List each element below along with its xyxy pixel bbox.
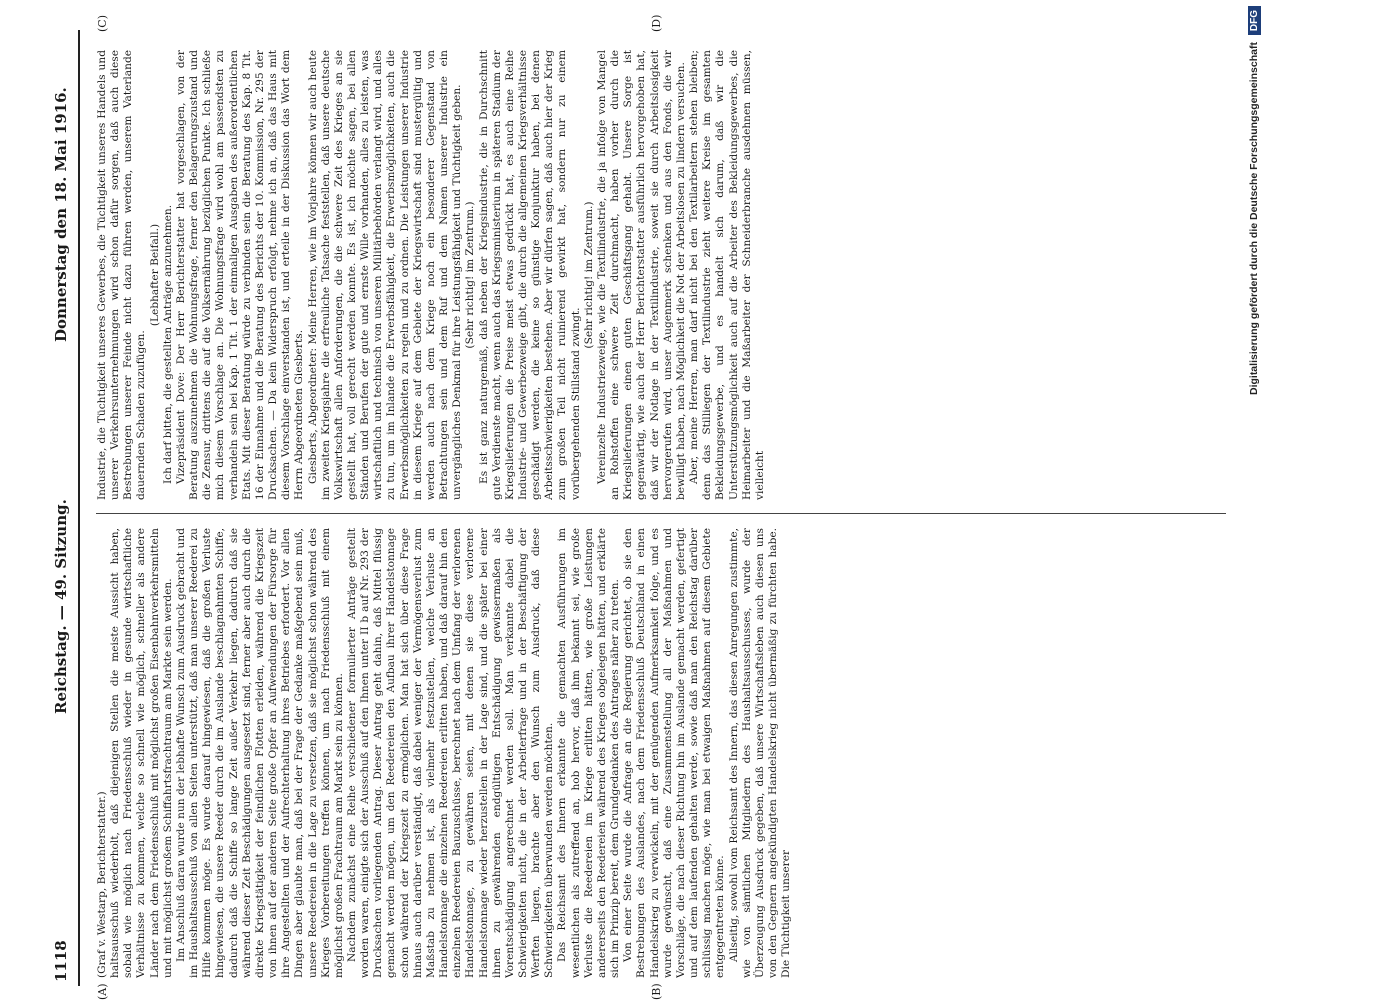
margin-mark-d: (D) [650,14,663,32]
page-number: 1118 [52,940,70,982]
paragraph: haltsausschuß wiederholt, daß diejenigen Stellen die meiste Aussicht haben, sobald wie möglich nach Friedensschluß wieder in gesunde wirtschaftliche Verhältnisse zu kommen, welche so schnell wie möglich, schneller als andere Länder nach dem Friedensschluß mit möglichst großen Eisenbahnverkehrsmitteln und mit möglichst großem Schiffahrtsfrachtraum am Markte sein werden. [109,528,174,978]
paragraph: Es ist ganz naturgemäß, daß neben der Kriegsindustrie, die in Durchschnitt gute Verdienste macht, wenn auch das Kriegsministerium in späteren Stadium der Kriegslieferungen die Preise meist etwas gedrückt hat, es auch eine Reihe Industrie- und Gewerbezweige gibt, die durch die allgemeinen Kriegsverhältnisse geschädigt werden, die keine so günstige Konjunktur haben, bei denen Arbeitsschwierigkeiten bestehen. Aber wir dürfen sagen, daß auch hier der Krieg zum großen Teil nicht ruinierend gewirkt hat, sondern nur zu einem vorübergehenden Stillstand zwingt. [477,50,582,500]
paragraph: Aber, meine Herren, man darf nicht bei den Textilarbeitern stehen bleiben; denn das Stilliegen der Textilindustrie zieht weitere Kreise im gesamten Bekleidungsgewerbe, und es handelt sich darum, daß wir die Unterstützungsmöglichkeit auch auf die Arbeiter des Bekleidungsgewerbes, die Heimarbeiter und die Maßarbeiter der Schneiderbranche ausdehnen müssen, vielleicht [688,50,766,500]
paragraph: (Sehr richtig! im Zentrum.) [582,201,595,349]
paragraph: Vizepräsident Dove: Der Herr Berichterstatter hat vorgeschlagen, von der Beratung auszunehmen die Wohnungsfrage, ferner den Belagerungszustand und die Zensur, drittens die auf die Volksernährung bezüglichen Punkte. Ich schließe mich diesem Vorschlage an. Die Wohnungsfrage wird wohl am passendsten zu verhandeln sein bei Kap. 1 Tit. 1 der einmaligen Ausgaben des außerordentlichen Etats. Mit dieser Beratung würde zu verbinden sein die Beratung des Kap. 8 Tit. 16 der Einnahme und die Beratung des Berichts der 10. Kommission, Nr. 295 der Drucksachen. — Da kein Widerspruch erfolgt, nehme ich an, daß das Haus mit diesem Vorschlage einverstanden ist, und erteile in der Diskussion das Wort dem Herrn Abgeordneten Giesberts. [174,50,306,500]
paragraph: Von einer Seite wurde die Anfrage an die Regierung gerichtet, ob sie den Bestrebungen des Auslandes, nach dem Friedensschluß Deutschland in einen Handelskrieg zu verwickeln, mit der genügenden Aufmerksamkeit folge, und es wurde gewünscht, daß eine Zusammenstellung all der Maßnahmen und Vorschläge, die nach dieser Richtung hin im Auslande gemacht werden, gefertigt und auf dem laufenden gehalten werde, sowie daß man den Reichstag darüber schlüssig machen möge, wie man bei etwaigen Maßnahmen auf diesem Gebiete entgegentreten könne. [622,528,727,978]
margin-mark-b: (B) [650,983,663,1000]
margin-mark-a: (A) [96,983,109,1000]
paragraph: Vereinzelte Industriezweige, wie die Textilindustrie, die ja infolge von Mangel an Rohstoffen eine schwere Zeit durchmacht, haben vorher durch die Kriegslieferungen einen guten Geschäftsgang gehabt. Unsere Sorge ist gegenwärtig, wie auch der Herr Berichterstatter ausführlich hervorgehoben hat, daß wir der Notlage in der Textilindustrie, soweit sie durch Arbeitslosigkeit hervorgerufen wird, unser Augenmerk schenken und aus den Fonds, die wir bewilligt haben, nach Möglichkeit die Not der Arbeitslosen zu lindern versuchen. [595,50,687,500]
page-header [52,22,78,982]
paragraph: Das Reichsamt des Innern erkannte die gemachten Ausführungen im wesentlichen als zutreffend an, hob hervor, daß ihm bekannt sei, wie große Verluste die Reedereien im Kriege erlitten hätten, wie große Leistungen andererseits den Reedereien während des Krieges obgelegen hätten, und erklärte sich im Prinzip bereit, dem Grundgedanken des Antrages näher zu treten. [556,528,622,978]
paragraph: Nachdem zunächst eine Reihe verschiedener formulierter Anträge gestellt worden waren, einigte sich der Ausschuß auf den Ihnen unter II b auf Nr. 293 der Drucksachen vorliegenden Antrag. Dieser Antrag geht dahin, daß Mittel flüssig gemacht werden mögen, um den Reedereien den Aufbau ihrer Handelstonnage schon während der Kriegszeit zu ermöglichen. Man hat sich über diese Frage hinaus auch darüber verständigt, daß dabei weniger der Vermögensverlust zum Maßstab zu nehmen ist, als vielmehr festzustellen, welche Verluste an Handelstonnage die einzelnen Reedereien erlitten haben, und daß darauf hin den einzelnen Reedereien Bauzuschüsse, berechnet nach dem Umfang der verlorenen Handelstonnage, zu gewähren seien, mit denen sie diese verlorene Handelstonnage wieder herzustellen in der Lage sind, und die später bei einer ihnen zu gewährenden endgültigen Entschädigung gewissermaßen als Vorentschädigung angerechnet werden soll. Man verkannte dabei die Schwierigkeiten nicht, die in der Arbeiterfrage und in der Beschäftigung der Werften liegen, brachte aber den Wunsch zum Ausdruck, daß diese Schwierigkeiten überwunden werden möchten. [345,528,556,978]
paragraph: (Graf v. Westarp, Berichterstatter.) [96,791,108,978]
paragraph: (Sehr richtig! im Zentrum.) [464,201,477,349]
header-rule [78,30,80,986]
footer-text: Digitalisierung gefördert durch die Deutsche Forschungsgemeinschaft [1248,42,1260,396]
dfg-logo: DFG [1248,6,1261,35]
left-text-column [96,528,1226,978]
paragraph: (Lebhafter Beifall.) [148,223,161,327]
margin-mark-c: (C) [96,15,109,32]
paragraph: Industrie, die Tüchtigkeit unseres Gewerbes, die Tüchtigkeit unseres Handels und unserer Verkehrsunternehmungen wird schon dafür sorgen, daß auch diese Bestrebungen unserer Feinde nicht dazu führen werden, unserem Vaterlande dauernden Schaden zuzufügen. [96,50,148,500]
session-date: Donnerstag den 18. Mai 1916. [52,87,70,342]
right-text-column [96,50,1226,500]
session-title: Reichstag. — 49. Sitzung. [52,499,70,714]
column-separator [96,513,1226,514]
paragraph: Giesberts, Abgeordneter: Meine Herren, wie im Vorjahre können wir auch heute im zweiten Kriegsjahre die erfreuliche Tatsache feststellen, daß unsere deutsche Volkswirtschaft allen Anforderungen, die die schwere Zeit des Krieges an sie gestellt hat, voll gerecht werden konnte. Es ist, ich möchte sagen, bei allen Ständen und Berufen der gute und ernste Wille vorhanden, alles zu leisten, was wirtschaftlich und technisch von unseren Militärbehörden verlangt wird, und alles zu tun, um im Inlande die Erwerbsfähigkeit, die Erwerbsmöglichkeiten, auch die Erwerbsmöglichkeiten zu regeln und zu ordnen. Die Leistungen unserer Industrie in diesem Kriege auf dem Gebiete der Kriegswirtschaft sind mustergültig und werden auch nach dem Kriege noch ein besonderer Gegenstand von Betrachtungen sein und dem Ruf und dem Namen unserer Industrie ein unvergängliches Denkmal für ihre Leistungsfähigkeit und Tüchtigkeit geben. [306,50,464,500]
paragraph: Allseitig, sowohl vom Reichsamt des Innern, das diesen Anregungen zustimmte, wie von sämtlichen Mitgliedern des Haushaltsausschusses, wurde der Überzeugung Ausdruck gegeben, daß unsere Wirtschaftsleben auch diesen uns von den Gegnern angekündigten Handelskrieg nicht übermäßig zu fürchten habe. Die Tüchtigkeit unserer [727,528,793,978]
paragraph: Im Anschluß daran wurde nun der lebhafte Wunsch zum Ausdruck gebracht und im Haushaltsausschuß von allen Seiten unterstützt, daß man unserer Reederei zu Hilfe kommen möge. Es wurde darauf hingewiesen, daß die großen Verluste hingewiesen, die unsere Reeder durch die im Auslande beschlagnahmten Schiffe, dadurch daß die Schiffe so lange Zeit außer Verkehr liegen, dadurch daß sie während dieser Zeit Beschädigungen ausgesetzt sind, ferner aber auch durch die direkte Kriegstätigkeit der feindlichen Flotten erleiden, während die Kriegszeit von ihnen auf der anderen Seite große Opfer an Aufwendungen der Fürsorge für ihre Angestellten und der Aufrechterhaltung ihres Betriebes erfordert. Vor allen Dingen aber glaubte man, daß bei der Frage der Gedanke maßgebend sein muß, unsere Reedereien in die Lage zu versetzen, daß sie möglichst schon während des Krieges Vorbereitungen treffen können, um nach Friedensschluß mit einem möglichst großen Frachtraum am Markt sein zu können. [174,528,345,978]
paragraph: Ich darf bitten, die gestellten Anträge anzunehmen. [161,204,174,484]
footer-credit [1248,6,1261,986]
